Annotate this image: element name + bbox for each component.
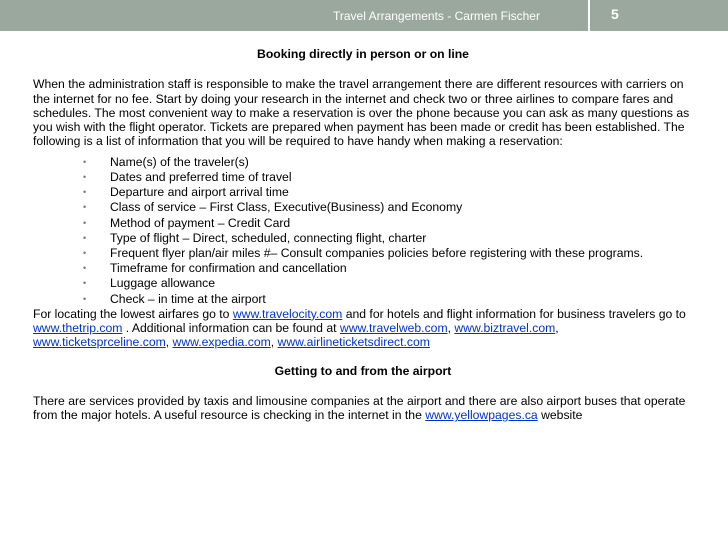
airfare-resources-paragraph xyxy=(33,307,693,350)
list-item xyxy=(33,216,693,231)
list-item xyxy=(33,231,693,246)
list-item-text: Method of payment – Credit Card xyxy=(110,215,291,230)
link-biztravel[interactable]: www.biztravel.com xyxy=(454,321,556,336)
link-travelweb[interactable]: www.travelweb.com xyxy=(339,321,448,336)
slide-content xyxy=(33,47,693,423)
bullet-icon: • xyxy=(83,217,87,228)
list-item-text: Type of flight – Direct, scheduled, connecting flight, charter xyxy=(110,230,427,245)
link-travelocity[interactable]: www.travelocity.com xyxy=(232,306,343,321)
list-item-text: Frequent flyer plan/air miles #– Consult companies policies before registering with these programs. xyxy=(110,246,644,260)
list-item-text: Luggage allowance xyxy=(110,276,216,291)
bullet-icon: • xyxy=(83,278,87,289)
paragraph-text: There are services provided by taxis and limousine companies at the airport and there are also airport buses that operate from the major hotels. A useful resource is checking in the internet in the xyxy=(33,394,686,423)
list-item-text: Timeframe for confirmation and cancellation xyxy=(110,261,347,276)
bullet-icon: • xyxy=(83,293,87,304)
section-heading-booking: Booking directly in person or on line xyxy=(257,47,469,61)
reservation-info-list xyxy=(33,155,693,307)
separator: , xyxy=(165,335,173,350)
link-airlineticketsdirect[interactable]: www.airlineticketsdirect.com xyxy=(277,335,430,350)
link-thetrip[interactable]: www.thetrip.com xyxy=(33,321,123,336)
airport-transport-paragraph xyxy=(33,394,693,423)
paragraph-text: For locating the lowest airfares go to xyxy=(33,306,233,321)
bullet-icon: • xyxy=(83,156,87,167)
list-item-text: Check – in time at the airport xyxy=(110,291,266,306)
paragraph-text: and for hotels and flight information for business travelers go to xyxy=(342,306,686,321)
list-item xyxy=(33,276,693,291)
paragraph-text: . Additional information can be found at xyxy=(122,321,340,336)
paragraph-text: website xyxy=(537,408,583,423)
list-item-text: Dates and preferred time of travel xyxy=(110,169,292,184)
list-item xyxy=(33,170,693,185)
list-item-text: Class of service – First Class, Executive(Business) and Economy xyxy=(110,200,463,215)
bullet-icon: • xyxy=(83,248,87,258)
link-expedia[interactable]: www.expedia.com xyxy=(172,335,271,350)
bullet-icon: • xyxy=(83,187,87,198)
list-item xyxy=(33,292,693,307)
list-item xyxy=(33,155,693,170)
header-divider xyxy=(588,0,590,31)
list-item xyxy=(33,246,693,261)
bullet-icon: • xyxy=(83,171,87,182)
list-item xyxy=(33,200,693,215)
separator: , xyxy=(447,321,455,336)
separator: , xyxy=(270,335,278,350)
bullet-icon: • xyxy=(83,202,87,213)
list-item xyxy=(33,185,693,200)
separator: , xyxy=(555,321,559,336)
link-yellowpages[interactable]: www.yellowpages.ca xyxy=(425,408,538,423)
intro-paragraph: When the administration staff is responsible to make the travel arrangement there are different resources with carriers on the internet for no fee. Start by doing your research in the internet and check two or three airlines to compare fares and schedules. The most convenient way to make a reservation is over the phone because you can ask as many questions as you wish with the flight operator. Tickets are prepared when payment has been made or credit has been established. The following is a list of information that you will be required to have handy when making a reservation: xyxy=(33,77,690,149)
slide-title: Travel Arrangements - Carmen Fischer xyxy=(333,9,540,23)
page-number: 5 xyxy=(611,6,619,22)
list-item xyxy=(33,261,693,276)
bullet-icon: • xyxy=(83,263,87,274)
list-item-text: Name(s) of the traveler(s) xyxy=(110,154,249,169)
header-band xyxy=(0,0,728,31)
link-ticketsprceline[interactable]: www.ticketsprceline.com xyxy=(33,335,166,350)
section-heading-airport: Getting to and from the airport xyxy=(274,363,452,378)
bullet-icon: • xyxy=(83,232,87,243)
list-item-text: Departure and airport arrival time xyxy=(110,185,289,200)
